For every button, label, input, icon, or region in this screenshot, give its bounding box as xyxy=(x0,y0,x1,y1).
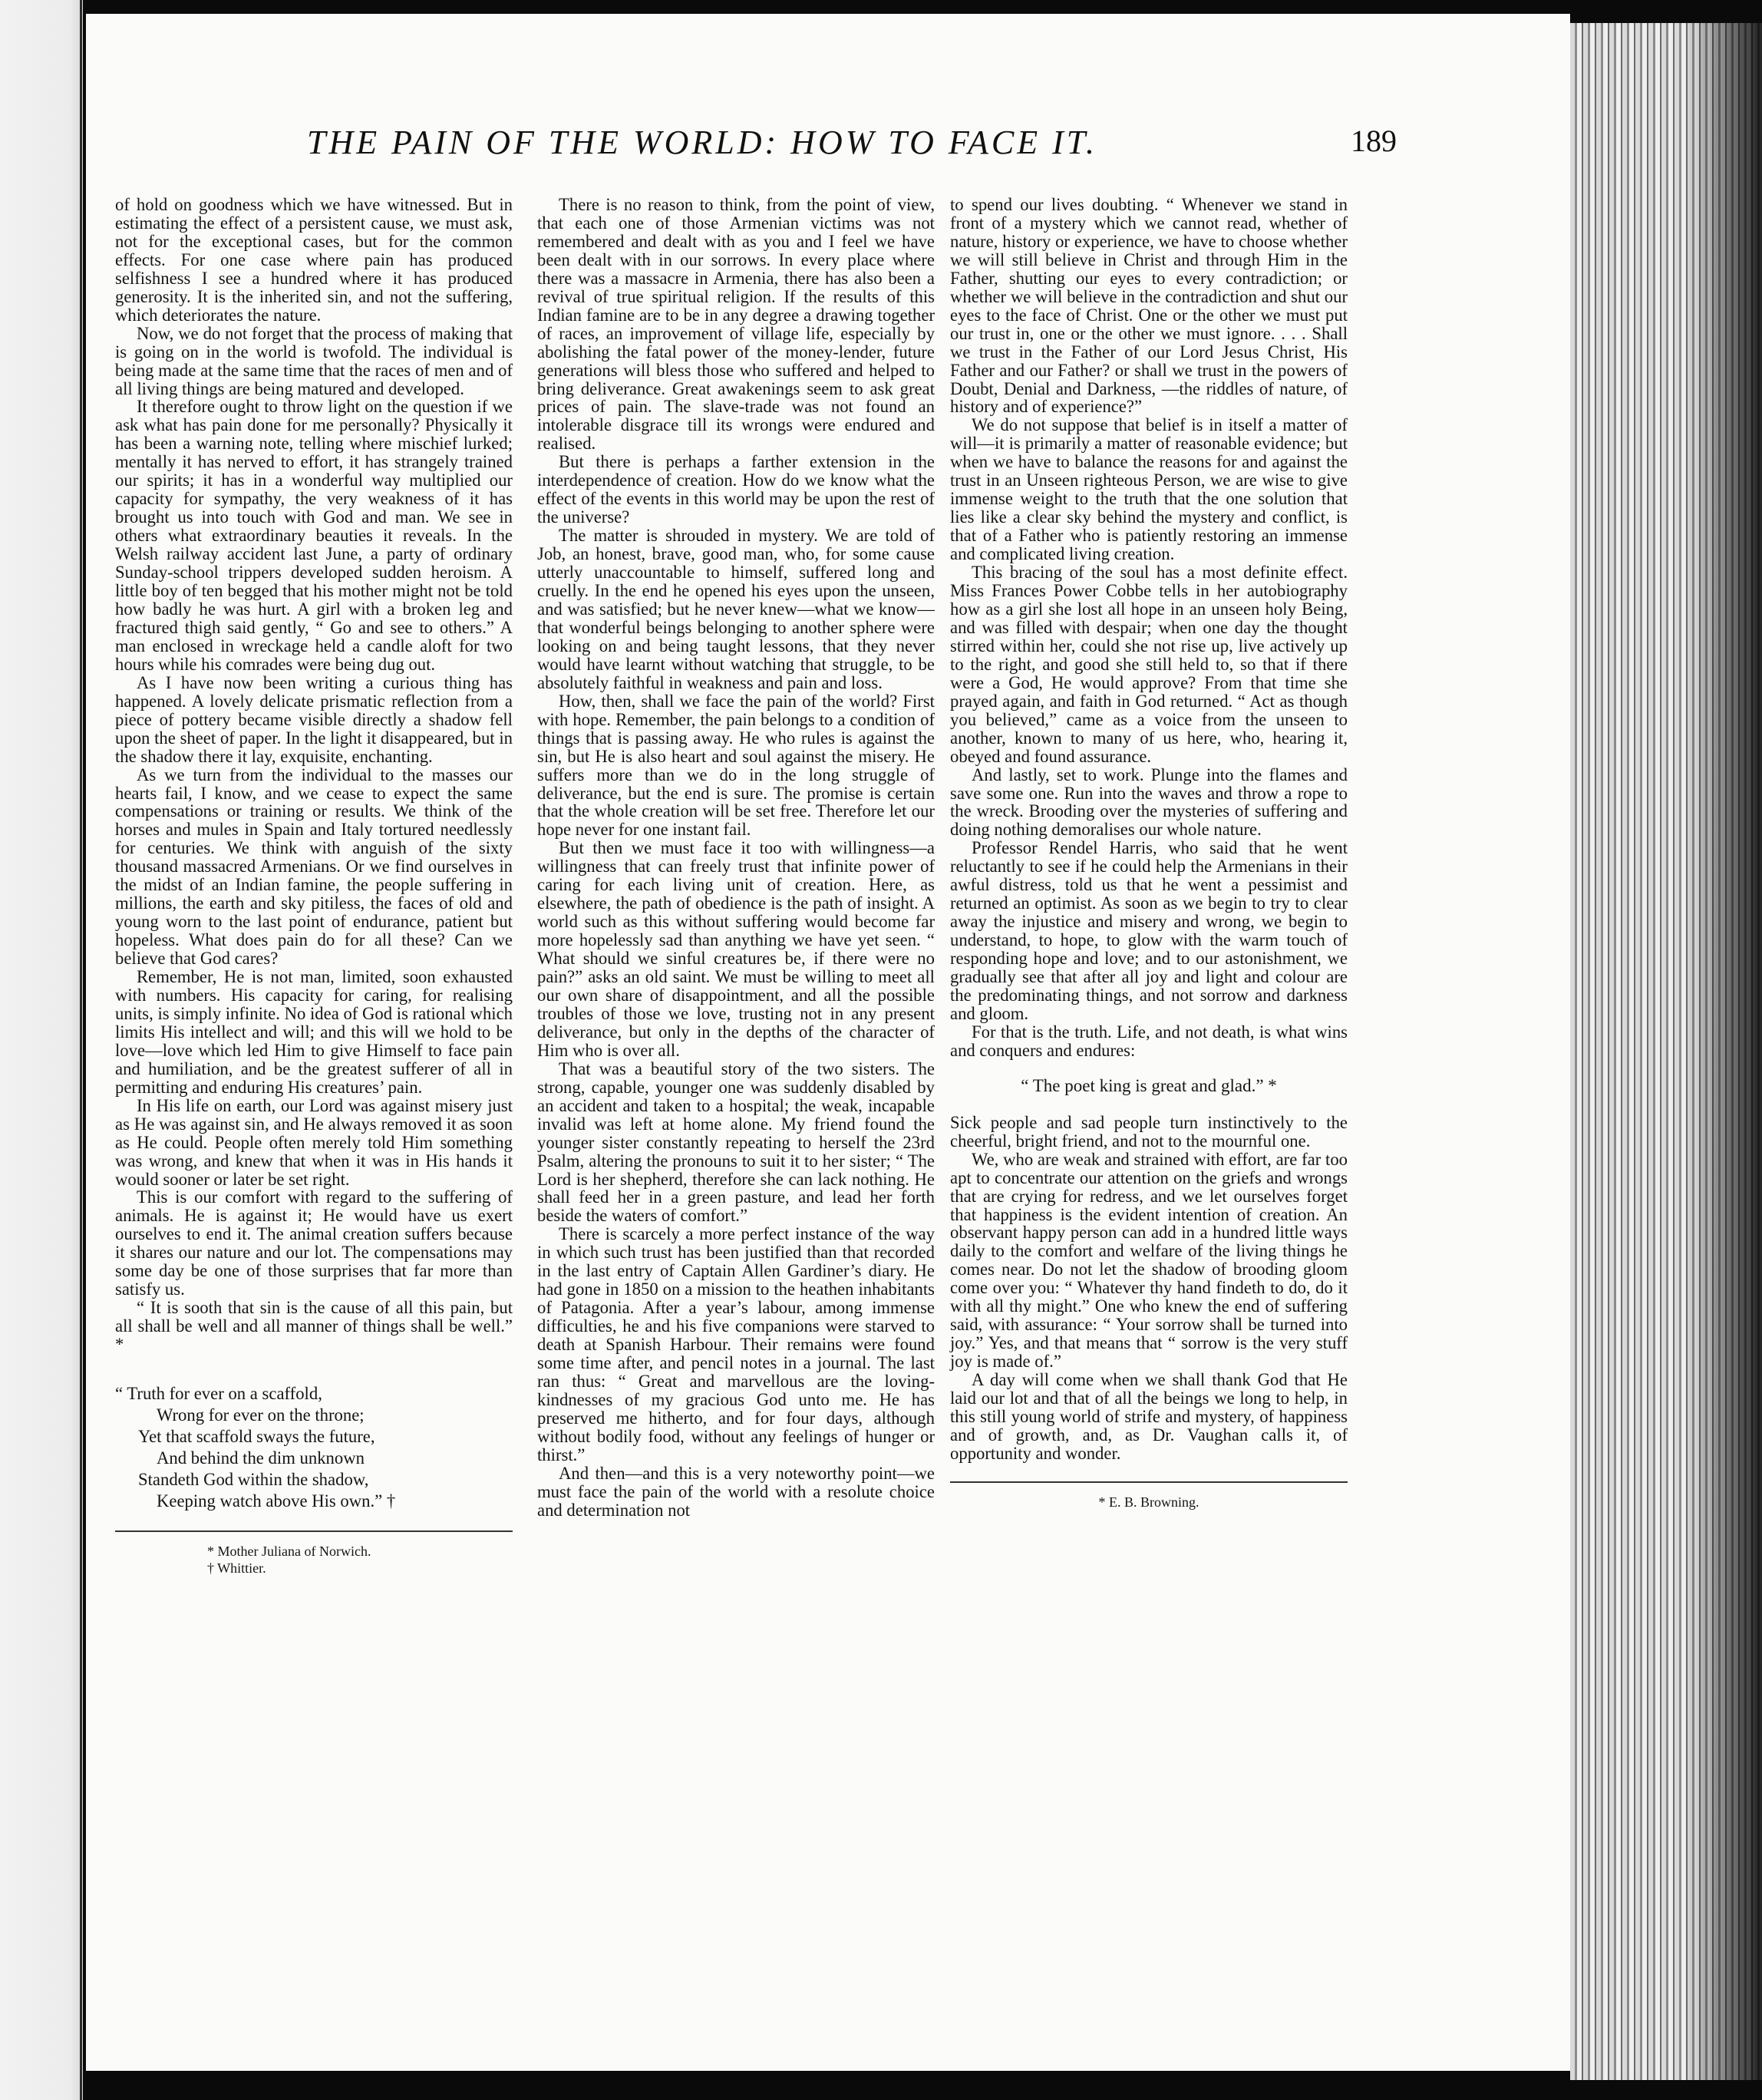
paragraph: But there is perhaps a farther extension in the interdependence of creation. How do we know what the effect of the events in this world may be upon the rest of the universe? xyxy=(537,452,935,527)
paragraph: But then we must face it too with willingness—a willingness that can freely trust that infinite power of caring for each living unit of creation. Here, as elsewhere, the path of obedience is the path of insight. A world such as this without suffering would become far more hopelessly sad than anything we have yet seen. “ What should we sinful creatures be, if there were no pain?” asks an old saint. We must be willing to meet all our own share of disappointment, and all the possible troubles of those we love, trusting not in any present deliverance, but only in the depths of the character of Him who is over all. xyxy=(537,838,935,1060)
paragraph: The matter is shrouded in mystery. We are told of Job, an honest, brave, good man, who, for some cause utterly unaccountable to himself, suffered long and cruelly. In the end he opened his eyes upon the unseen, and was satisfied; but he never knew—what we know—that wonderful beings belonging to another sphere were looking on and being taught lessons, that they never would have learnt without watching that struggle, to be absolutely faithful in weakness and pain and loss. xyxy=(537,526,935,692)
paragraph: And then—and this is a very noteworthy point—we must face the pain of the world with a resolute choice and determination not xyxy=(537,1463,935,1520)
paragraph: As we turn from the individual to the masses our hearts fail, I know, and we cease to expect the same compensations or training or results. We think of the horses and mules in Spain and Italy tortured needlessly for centuries. We think with anguish of the sixty thousand massacred Armenians. Or we find ourselves in the midst of an Indian famine, the people suffering in millions, the earth and sky pitiless, the faces of old and young worn to the last point of endurance, patient but hopeless. What does pain do for all these? Can we believe that God cares? xyxy=(115,764,513,969)
footnote: † Whittier. xyxy=(207,1560,266,1577)
paragraph: There is no reason to think, from the point of view, that each one of those Armenian victims was not remembered and dealt with as you and I feel we have been dealt with in our sorrows. In every place where there was a massacre in Armenia, there has also been a revival of true spiritual religion. If the results of this Indian famine are to be in any degree a drawing together of races, an improvement of village life, especially by abolishing the fatal power of the money-lender, future generations will bless those who suffered and helped to bring deliverance. Great awakenings seem to ask great prices of pain. The slave-trade was not found an intolerable disgrace till its wrongs were endured and realised. xyxy=(537,195,935,454)
column-1 xyxy=(115,196,513,1577)
poem-line: Keeping watch above His own.” † xyxy=(157,1491,396,1511)
poem-quotation xyxy=(115,1383,513,1512)
book-page-edges xyxy=(1570,23,1762,2080)
footnote: * Mother Juliana of Norwich. xyxy=(207,1544,371,1560)
footnote-rule xyxy=(115,1530,513,1532)
paragraph: of hold on goodness which we have witnessed. But in estimating the effect of a persistent cause, we must ask, not for the exceptional cases, but for the common effects. For one case where pain has produced selfishness I see a hundred where it has produced generosity. It is the inherited sin, and not the suffering, which deteriorates the nature. xyxy=(115,195,513,325)
poem-line: “ Truth for ever on a scaffold, xyxy=(115,1384,322,1404)
paragraph: “ It is sooth that sin is the cause of all this pain, but all shall be well and all manner of things shall be well.” * xyxy=(115,1298,513,1355)
paragraph: We, who are weak and strained with effort, are far too apt to concentrate our attention on the griefs and wrongs that are crying for redress, and we let ourselves forget that happiness is the evident intention of creation. An observant happy person can add in a hundred little ways daily to the comfort and welfare of the living things he comes near. Do not let the shadow of brooding gloom come over you: “ Whatever thy hand findeth to do, do it with all thy might.” One who knew the end of suffering said, with assurance: “ Your sorrow shall be turned into joy.” Yes, and that means that “ sorrow is the very stuff joy is made of.” xyxy=(950,1149,1348,1372)
paragraph: A day will come when we shall thank God that He laid our lot and that of all the beings we long to help, in this still young world of strife and mystery, of happiness and of growth, and, as Dr. Vaughan calls it, of opportunity and wonder. xyxy=(950,1370,1348,1463)
running-title: THE PAIN OF THE WORLD: HOW TO FACE IT. xyxy=(307,124,1098,161)
poem-line: Yet that scaffold sways the future, xyxy=(138,1427,375,1447)
paragraph: Remember, He is not man, limited, soon exhausted with numbers. His capacity for caring, for realising units, is simply infinite. No idea of God is rational which limits His intellect and will; and this will we hold to be love—love which led Him to give Himself to face pain and humiliation, and be the greatest sufferer of all in permitting and enduring His creatures’ pain. xyxy=(115,967,513,1097)
paragraph: Sick people and sad people turn instinctively to the cheerful, bright friend, and not to the mournful one. xyxy=(950,1112,1348,1151)
page-number: 189 xyxy=(1351,124,1397,158)
footnote: * E. B. Browning. xyxy=(1098,1494,1199,1510)
facing-page-edge xyxy=(0,0,83,2100)
quotation: “ The poet king is great and glad.” * xyxy=(1021,1075,1277,1095)
poem-line: Wrong for ever on the throne; xyxy=(157,1405,365,1425)
paragraph: This is our comfort with regard to the suffering of animals. He is against it; He would have us exert ourselves to end it. The animal creation suffers because it shares our nature and our lot. The compensations may some day be one of those surprises that far more than satisfy us. xyxy=(115,1187,513,1299)
paragraph: That was a beautiful story of the two sisters. The strong, capable, younger one was suddenly disabled by an accident and taken to a hospital; the weak, incapable invalid was left at home alone. My friend found the younger sister constantly repeating to herself the 23rd Psalm, altering the pronouns to suit it to her sister; “ The Lord is her shepherd, therefore she can lack nothing. He shall feed her in a green pasture, and lead her forth beside the waters of comfort.” xyxy=(537,1058,935,1226)
paragraph: It therefore ought to throw light on the question if we ask what has pain done for me personally? Physically it has been a warning note, telling where mischief lurked; mentally it has nerved to effort, it has strangely trained our spirits; it has in a wonderful way multiplied our capacity for sympathy, the very weakness of it has brought us into touch with God and man. We see in others what extraordinary beauties it reveals. In the Welsh railway accident last June, a party of ordinary Sunday-school trippers developed sudden heroism. A little boy of ten begged that his mother might not be told how badly he was hurt. A girl with a broken leg and fractured thigh said gently, “ Go and see to others.” A man enclosed in wreckage held a candle aloft for two hours while his comrades were being dug out. xyxy=(115,397,513,674)
poem-line: And behind the dim unknown xyxy=(157,1448,365,1468)
paragraph: As I have now been writing a curious thing has happened. A lovely delicate prismatic reflection from a piece of pottery became visible directly a shadow fell upon the sheet of paper. In the light it disappeared, but in the shadow there it lay, exquisite, enchanting. xyxy=(115,672,513,766)
page-header xyxy=(307,123,1397,177)
paragraph: This bracing of the soul has a most definite effect. Miss Frances Power Cobbe tells in her autobiography how as a girl she lost all hope in an unseen holy Being, and was filled with despair; when one day the thought stirred within her, could she not rise up, live actively up to the right, and good she still held to, so that if there were a God, He would approve? From that time she prayed again, and faith in God returned. “ Act as though you believed,” came as a voice from the unseen to another, known to many of us here, who, hearing it, obeyed and found assurance. xyxy=(950,563,1348,766)
paragraph: We do not suppose that belief is in itself a matter of will—it is primarily a matter of reasonable evidence; but when we have to balance the reasons for and against the trust in an Unseen righteous Person, we are wise to give immense weight to the truth that the one solution that lies like a clear sky behind the mystery and conflict, is that of a Father who is patiently restoring an immense and complicated living creation. xyxy=(950,415,1348,564)
paragraph: There is scarcely a more perfect instance of the way in which such trust has been justified than that recorded in the last entry of Captain Allen Gardiner’s diary. He had gone in 1850 on a mission to the heathen inhabitants of Patagonia. After a year’s labour, among immense difficulties, he and his five companions were starved to death at Spanish Harbour. Their remains were found some time after, and pencil notes in a journal. The last ran thus: “ Great and marvellous are the loving-kindnesses of my gracious God unto me. He has preserved me hitherto, and for four days, although without bodily food, without any feelings of hunger or thirst.” xyxy=(537,1224,935,1464)
binding-rule xyxy=(80,0,82,2100)
paragraph: For that is the truth. Life, and not death, is what wins and conquers and endures: xyxy=(950,1022,1348,1060)
column-2 xyxy=(537,196,935,1520)
paragraph: In His life on earth, our Lord was against misery just as He was against sin, and He always removed it as soon as He could. People often merely told Him something was wrong, and knew that when it was in His hands it would sooner or later be set right. xyxy=(115,1095,513,1189)
paragraph: to spend our lives doubting. “ Whenever we stand in front of a mystery which we cannot read, whether of nature, history or experience, we have to choose whether we will still believe in Christ and through Him in the Father, shutting our eyes to every contradiction; or whether we will believe in the contradiction and shut our eyes to the face of Christ. One or the other we must put our trust in, one or the other we must ignore. . . . Shall we trust in the Father of our Lord Jesus Christ, His Father and our Father? or shall we trust in the powers of Doubt, Denial and Darkness, —the riddles of nature, of history and of experience?” xyxy=(950,195,1348,417)
poem-line: Standeth God within the shadow, xyxy=(138,1470,369,1490)
column-3 xyxy=(950,196,1348,1511)
book-edge-shadow xyxy=(1685,23,1762,2080)
footnote-rule xyxy=(950,1481,1348,1483)
paragraph: And lastly, set to work. Plunge into the flames and save some one. Run into the waves and throw a rope to the wreck. Brooding over the mysteries of suffering and doing nothing demoralises our whole nature. xyxy=(950,764,1348,840)
paragraph: How, then, shall we face the pain of the world? First with hope. Remember, the pain belongs to a condition of things that is passing away. He who rules is against the sin, but He is also heart and soul against the misery. He suffers more than we do in the long struggle of deliverance, but the end is sure. The promise is certain that the whole creation will be set free. Therefore let our hope never for one instant fail. xyxy=(537,691,935,840)
paragraph: Now, we do not forget that the process of making that is going on in the world is twofold. The individual is being made at the same time that the races of men and of all living things are being matured and developed. xyxy=(115,323,513,398)
paragraph: Professor Rendel Harris, who said that he went reluctantly to see if he could help the Armenians in their awful distress, told us that he went a pessimist and returned an optimist. As soon as we begin to try to clear away the injustice and misery and wrong, we begin to understand, to hope, to glow with the warm touch of responding hope and love; and to our astonishment, we gradually see that after all joy and light and colour are the predominating things, and not sorrow and darkness and gloom. xyxy=(950,838,1348,1023)
